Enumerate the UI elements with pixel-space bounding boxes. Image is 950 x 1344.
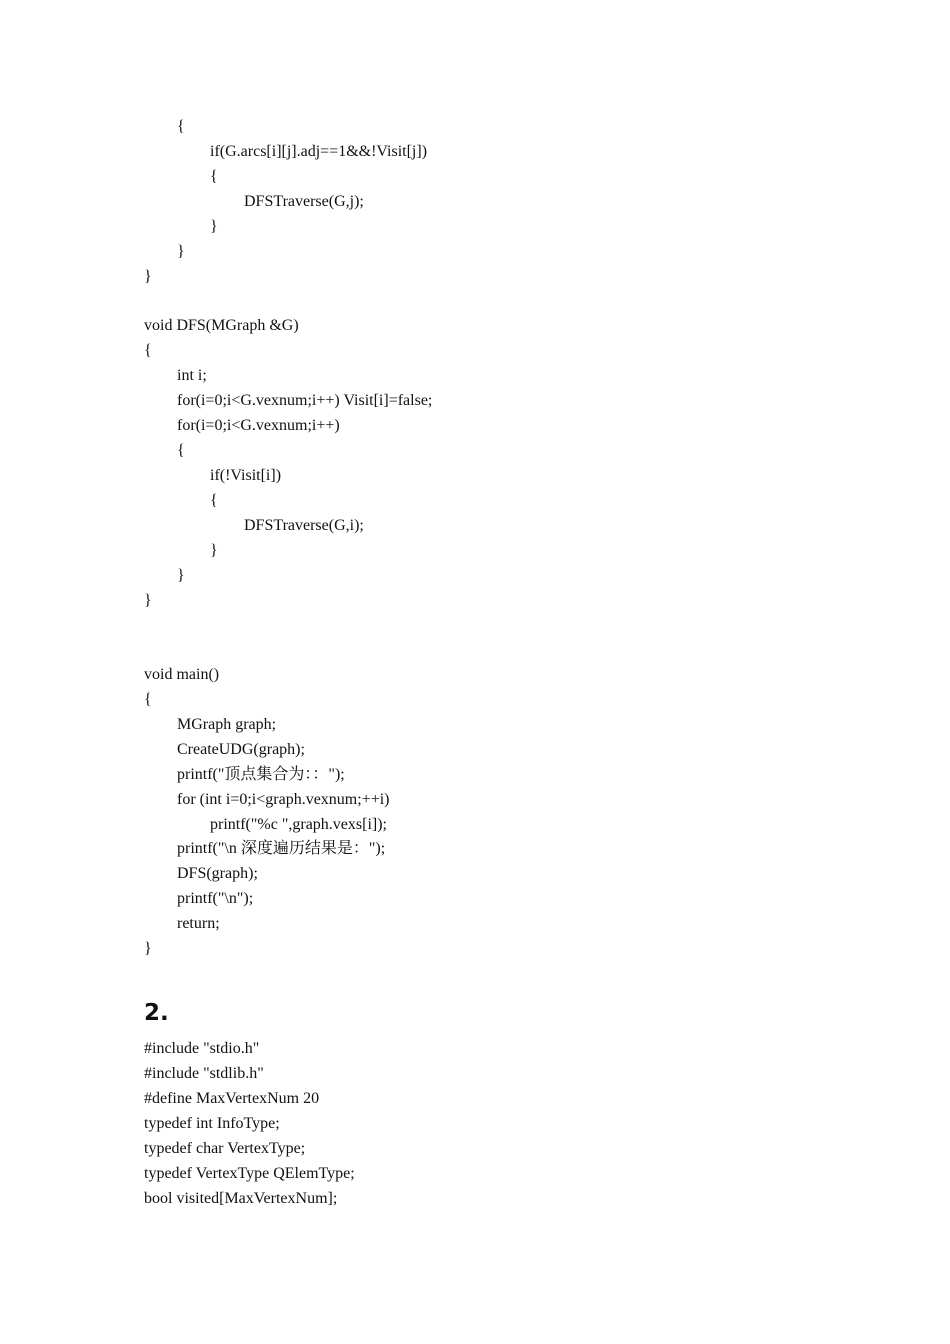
code-line: DFSTraverse(G,j); [244,193,364,210]
code-line: if(!Visit[i]) [210,467,282,484]
code-line: typedef char VertexType; [144,1140,306,1157]
code-line: #define MaxVertexNum 20 [144,1090,320,1107]
code-line: for (int i=0;i<graph.vexnum;++i) [177,791,390,808]
code-line: } [177,567,185,584]
code-line: } [210,542,218,559]
code-line: DFSTraverse(G,i); [244,517,364,534]
code-line: for(i=0;i<G.vexnum;i++) [177,417,340,434]
code-line: { [144,342,152,359]
code-line: MGraph graph; [177,716,277,733]
code-line: } [144,940,152,957]
code-line: bool visited[MaxVertexNum]; [144,1190,338,1207]
code-line: CreateUDG(graph); [177,741,305,758]
code-line: printf("\n 深度遍历结果是："); [177,840,386,857]
code-line: printf("顶点集合为：："); [177,766,345,783]
code-line: printf("%c ",graph.vexs[i]); [210,816,387,833]
code-line: { [177,118,185,135]
code-line: } [144,268,152,285]
code-line: { [144,691,152,708]
code-line: DFS(graph); [177,865,258,882]
code-line: typedef VertexType QElemType; [144,1165,355,1182]
code-line: #include "stdlib.h" [144,1065,264,1082]
code-line: for(i=0;i<G.vexnum;i++) Visit[i]=false; [177,392,433,409]
code-line: } [210,218,218,235]
code-line: #include "stdio.h" [144,1040,260,1057]
code-line: printf("\n"); [177,890,254,907]
section-heading: 2. [144,1000,169,1026]
code-line: } [144,592,152,609]
code-line: { [210,492,218,509]
code-line: } [177,243,185,260]
code-line: if(G.arcs[i][j].adj==1&&!Visit[j]) [210,143,428,160]
code-line: void DFS(MGraph &G) [144,317,299,334]
code-line: { [177,442,185,459]
code-line: void main() [144,666,220,683]
code-line: int i; [177,367,207,384]
code-line: return; [177,915,220,932]
code-line: typedef int InfoType; [144,1115,280,1132]
code-line: { [210,168,218,185]
